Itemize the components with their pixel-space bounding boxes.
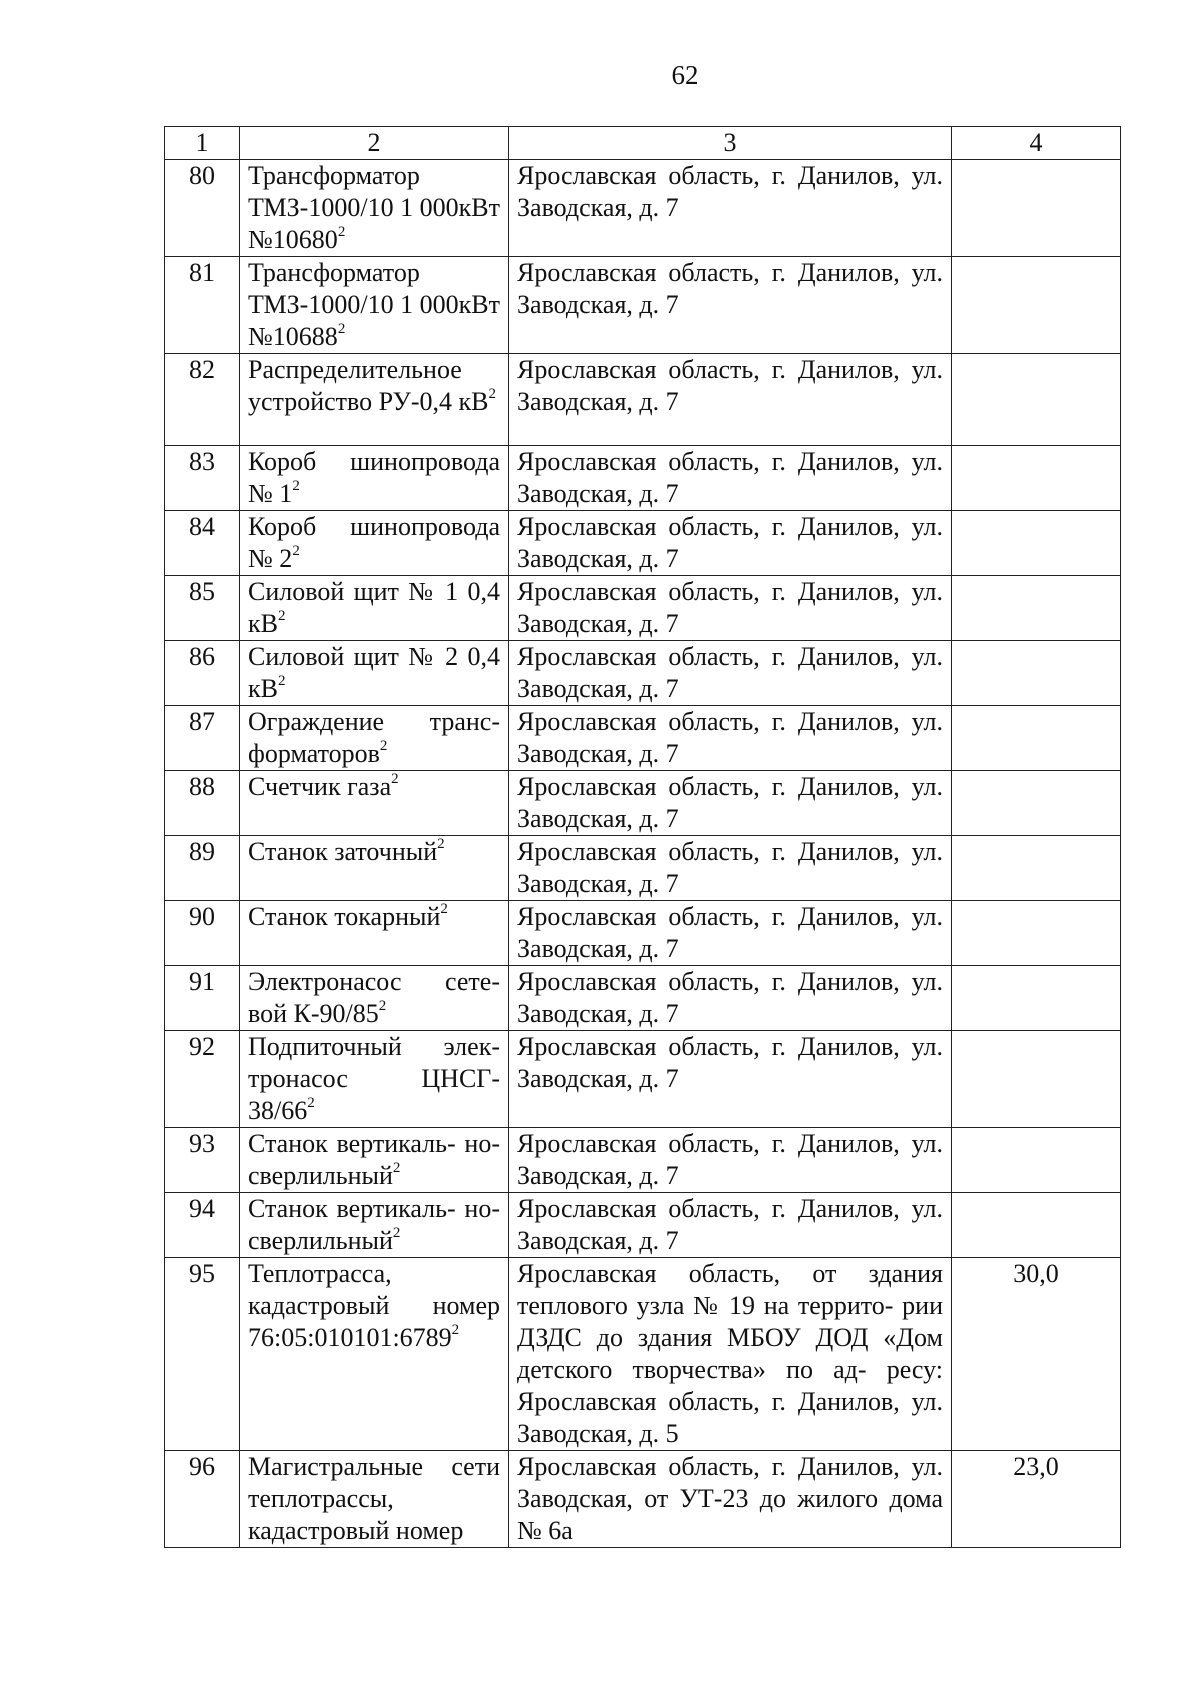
footnote-mark: 2 [307,1095,315,1112]
row-number: 93 [189,1129,215,1158]
footnote-mark: 2 [337,321,346,338]
object-value-cell [952,160,1121,257]
object-name-cell [240,511,509,576]
object-address: Ярославская область, г. Данилов, ул. Заводская, д. 7 [517,837,943,898]
object-value-cell [952,446,1121,511]
object-value-cell [952,901,1121,966]
table-row [165,576,1121,641]
object-address-cell [509,1128,952,1193]
table-row [165,901,1121,966]
object-address-cell [509,771,952,836]
object-name: Трансформатор ТМЗ-1000/10 1 000кВт №10688 [248,258,500,351]
row-number-cell [165,901,240,966]
row-number-cell [165,966,240,1031]
object-name-cell [240,771,509,836]
row-number-cell [165,641,240,706]
row-number: 96 [189,1452,215,1481]
object-address-cell [509,901,952,966]
footnote-mark: 2 [292,478,300,495]
object-address-cell [509,160,952,257]
row-number: 90 [189,902,215,931]
object-name-cell [240,1128,509,1193]
row-number: 85 [189,577,215,606]
table-row [165,1451,1121,1548]
row-number-cell [165,446,240,511]
object-name-cell [240,1258,509,1451]
object-name: Станок вертикаль- но-сверлильный [248,1129,500,1190]
object-address-cell [509,1031,952,1128]
row-number: 87 [189,707,215,736]
row-number-cell [165,836,240,901]
row-number-cell [165,257,240,354]
table-row [165,1128,1121,1193]
object-name: Силовой щит № 1 0,4 кВ [248,577,500,638]
object-name: Короб шинопровода № 1 [248,447,500,508]
row-number-cell [165,1451,240,1548]
object-value-cell [952,1128,1121,1193]
object-address: Ярославская область, г. Данилов, ул. Заводская, д. 7 [517,512,943,573]
object-address-cell [509,1451,952,1548]
object-value-cell [952,641,1121,706]
row-number: 82 [189,355,215,384]
footnote-mark: 2 [378,998,387,1015]
row-number: 89 [189,837,215,866]
object-value-cell [952,354,1121,446]
page-number: 62 [671,60,699,90]
object-value-cell [952,836,1121,901]
object-address-cell [509,836,952,901]
row-number: 94 [189,1194,215,1223]
column-header-2: 2 [240,127,509,160]
table-row [165,354,1121,446]
table-row [165,1258,1121,1451]
object-value-cell [952,511,1121,576]
object-address-cell [509,966,952,1031]
object-name: Подпиточный элек- тронасос ЦНСГ- 38/66 [248,1032,500,1125]
row-number: 83 [189,447,215,476]
object-name-cell [240,446,509,511]
object-address: Ярославская область, от здания теплового узла № 19 на террито- рии ДЗДС до здания МБОУ ДОД «Дом детского творчества» по ад- ресу: Ярославская область, г. Данилов, ул. Заводская, д. 5 [517,1259,943,1448]
object-address: Ярославская область, г. Данилов, ул. Заводская, д. 7 [517,642,943,703]
object-address: Ярославская область, г. Данилов, ул. Заводская, д. 7 [517,707,943,768]
row-number: 84 [189,512,215,541]
object-name-cell [240,706,509,771]
table-row [165,706,1121,771]
footnote-mark: 2 [392,1160,401,1177]
object-value-cell [952,1031,1121,1128]
object-value-cell [952,771,1121,836]
object-name: Электронасос сете- вой К-90/85 [248,967,500,1028]
table-row [165,641,1121,706]
row-number: 95 [189,1259,215,1288]
object-name: Станок токарный [248,902,441,931]
object-name-cell [240,836,509,901]
object-value-cell [952,257,1121,354]
row-number-cell [165,160,240,257]
object-name: Короб шинопровода № 2 [248,512,500,573]
row-number: 86 [189,642,215,671]
object-address-cell [509,446,952,511]
footnote-mark: 2 [292,543,300,560]
object-value-cell [952,1193,1121,1258]
footnote-mark: 2 [437,836,445,853]
object-name: Ограждение транс- форматоров [248,707,500,768]
object-name: Теплотрасса, кадастровый номер 76:05:010101:6789 [248,1259,500,1352]
column-header-4: 4 [952,127,1121,160]
object-value-cell [952,966,1121,1031]
table-row [165,257,1121,354]
object-name-cell [240,160,509,257]
object-name-cell [240,1451,509,1548]
row-number: 92 [189,1032,215,1061]
object-address: Ярославская область, г. Данилов, ул. Заводская, д. 7 [517,1032,943,1093]
object-name: Счетчик газа [248,772,392,801]
footnote-mark: 2 [451,1322,460,1339]
object-name: Станок заточный [248,837,438,866]
column-header-3: 3 [509,127,952,160]
object-address: Ярославская область, г. Данилов, ул. Заводская, д. 7 [517,577,943,638]
row-number-cell [165,1031,240,1128]
object-name-cell [240,901,509,966]
object-name-cell [240,354,509,446]
object-address-cell [509,1258,952,1451]
object-value-cell [952,1258,1121,1451]
object-name-cell [240,576,509,641]
object-value: 30,0 [1013,1259,1059,1288]
object-address: Ярославская область, г. Данилов, ул. Заводская, д. 7 [517,355,943,416]
footnote-mark: 2 [337,224,346,241]
property-table [164,126,1121,1548]
row-number: 81 [189,258,215,287]
table-row [165,1031,1121,1128]
row-number-cell [165,511,240,576]
footnote-mark: 2 [392,1225,401,1242]
object-name-cell [240,966,509,1031]
table-body [165,160,1121,1548]
object-address: Ярославская область, г. Данилов, ул. Заводская, д. 7 [517,447,943,508]
row-number-cell [165,354,240,446]
object-address-cell [509,576,952,641]
object-address-cell [509,354,952,446]
object-name: Магистральные сети теплотрассы, кадастровый номер [248,1452,500,1545]
footnote-mark: 2 [379,738,388,755]
row-number-cell [165,576,240,641]
object-address: Ярославская область, г. Данилов, ул. Заводская, д. 7 [517,1194,943,1255]
object-address: Ярославская область, г. Данилов, ул. Заводская, д. 7 [517,1129,943,1190]
object-value-cell [952,576,1121,641]
column-header-1: 1 [165,127,240,160]
object-address-cell [509,257,952,354]
table-row [165,771,1121,836]
row-number: 80 [189,161,215,190]
table-row [165,511,1121,576]
row-number: 88 [189,772,215,801]
row-number-cell [165,771,240,836]
object-value-cell [952,706,1121,771]
row-number-cell [165,706,240,771]
table-row [165,966,1121,1031]
object-name: Станок вертикаль- но-сверлильный [248,1194,500,1255]
row-number-cell [165,1258,240,1451]
object-address: Ярославская область, г. Данилов, ул. Заводская, от УТ-23 до жилого дома № 6а [517,1452,943,1545]
object-address-cell [509,706,952,771]
object-value: 23,0 [1013,1452,1059,1481]
object-address: Ярославская область, г. Данилов, ул. Заводская, д. 7 [517,902,943,963]
object-address-cell [509,511,952,576]
row-number-cell [165,1128,240,1193]
object-name: Распределительное устройство РУ-0,4 кВ [248,355,489,416]
footnote-mark: 2 [440,901,448,918]
footnote-mark: 2 [277,608,286,625]
table-row [165,446,1121,511]
object-address: Ярославская область, г. Данилов, ул. Заводская, д. 7 [517,258,943,319]
object-name: Силовой щит № 2 0,4 кВ [248,642,500,703]
table-row [165,1193,1121,1258]
object-name: Трансформатор ТМЗ-1000/10 1 000кВт №10680 [248,161,500,254]
object-name-cell [240,257,509,354]
object-address-cell [509,641,952,706]
row-number-cell [165,1193,240,1258]
footnote-mark: 2 [277,673,286,690]
object-name-cell [240,641,509,706]
object-address-cell [509,1193,952,1258]
row-number: 91 [189,967,215,996]
object-name-cell [240,1193,509,1258]
table-row [165,836,1121,901]
table-row [165,160,1121,257]
object-address: Ярославская область, г. Данилов, ул. Заводская, д. 7 [517,967,943,1028]
object-address: Ярославская область, г. Данилов, ул. Заводская, д. 7 [517,772,943,833]
object-address: Ярославская область, г. Данилов, ул. Заводская, д. 7 [517,161,943,222]
table-header-row [165,127,1121,160]
footnote-mark: 2 [488,386,496,403]
object-name-cell [240,1031,509,1128]
footnote-mark: 2 [391,771,399,788]
object-value-cell [952,1451,1121,1548]
